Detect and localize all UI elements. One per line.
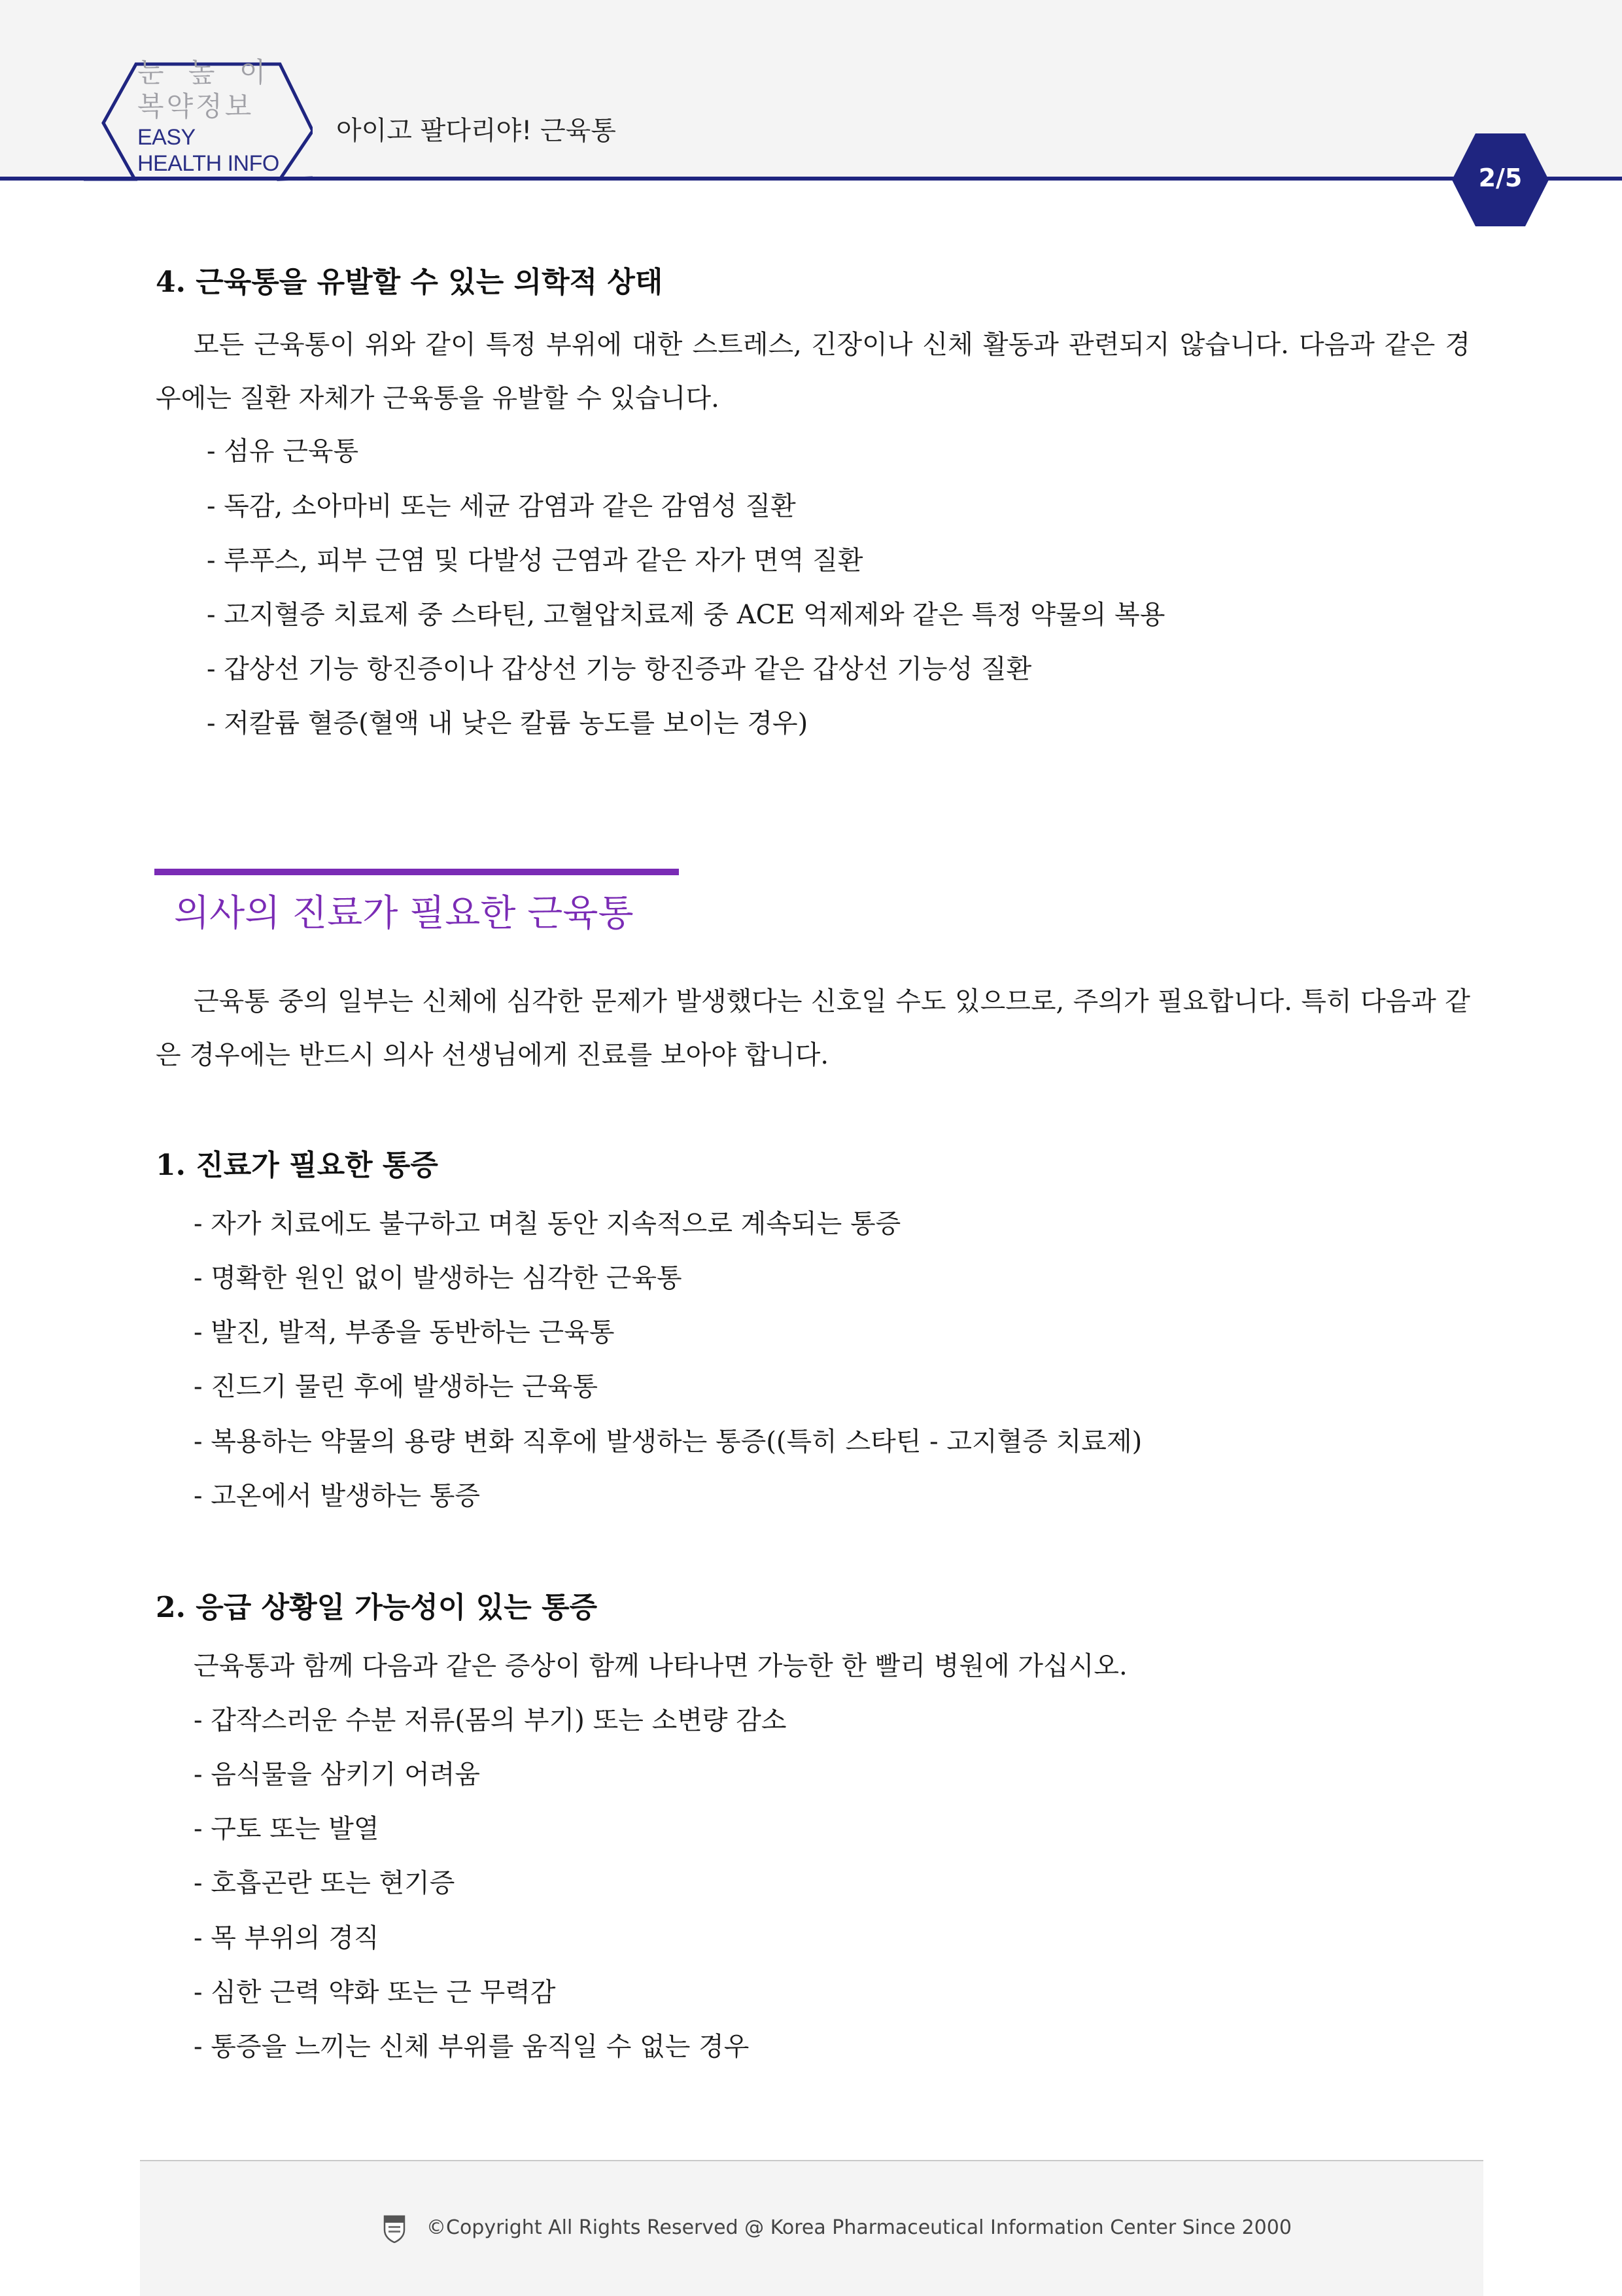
section-title: 의사의 진료가 필요한 근육통 [174,892,634,935]
list-item: - 저칼륨 혈증(혈액 내 낮은 칼륨 농도를 보이는 경우) [207,708,808,739]
list-item: - 명확한 원인 없이 발생하는 심각한 근육통 [194,1263,682,1293]
list-item: - 호흡곤란 또는 현기증 [194,1868,455,1898]
list-item: - 통증을 느끼는 신체 부위를 움직일 수 없는 경우 [194,2032,750,2062]
list-item: - 진드기 물린 후에 발생하는 근육통 [194,1372,598,1402]
logo-english-line1: EASY [137,125,196,150]
list-item: - 자가 치료에도 불구하고 며칠 동안 지속적으로 계속되는 통증 [194,1209,901,1239]
page-number: 2/5 [1478,164,1523,192]
subsection1-heading: 1. 진료가 필요한 통증 [156,1149,438,1182]
document-title: 아이고 팔다리야! 근육통 [336,116,616,146]
list-item: - 음식물을 삼키기 어려움 [194,1760,481,1790]
section4-intro: 모든 근육통이 위와 같이 특정 부위에 대한 스트레스, 긴장이나 신체 활동과 관련되지 않습니다. 다음과 같은 경우에는 질환 자체가 근육통을 유발할 수 있습니다. [156,330,1470,413]
list-item: - 심한 근력 약화 또는 근 무력감 [194,1977,556,2008]
logo-korean-line2: 복약정보 [137,90,254,122]
section-divider [154,869,679,875]
subsection2-intro: 근육통과 함께 다음과 같은 증상이 함께 나타나면 가능한 한 빨리 병원에 가십시오. [194,1651,1128,1681]
list-item: - 목 부위의 경직 [194,1923,379,1953]
logo-korean-line1: 눈 높 이 [137,56,274,88]
doctor-section-intro: 근육통 중의 일부는 신체에 심각한 문제가 발생했다는 신호일 수도 있으므로, 주의가 필요합니다. 특히 다음과 같은 경우에는 반드시 의사 선생님에게 진료를 보아야 합니다. [156,986,1470,1070]
list-item: - 섬유 근육통 [207,436,359,466]
logo-english-line2: HEALTH INFO [137,151,279,176]
list-item: - 발진, 발적, 부종을 동반하는 근육통 [194,1317,615,1348]
subsection2-heading: 2. 응급 상황일 가능성이 있는 통증 [156,1591,598,1624]
list-item: - 고온에서 발생하는 통증 [194,1481,481,1511]
list-item: - 복용하는 약물의 용량 변화 직후에 발생하는 통증((특히 스타틴 - 고지혈증 치료제) [194,1427,1143,1457]
section4-heading: 4. 근육통을 유발할 수 있는 의학적 상태 [156,266,663,299]
list-item: - 루푸스, 피부 근염 및 다발성 근염과 같은 자가 면역 질환 [207,546,863,576]
list-item: - 갑작스러운 수분 저류(몸의 부기) 또는 소변량 감소 [194,1705,787,1735]
footer-copyright: ©Copyright All Rights Reserved @ Korea Pharmaceutical Information Center Since 2000 [426,2216,1292,2239]
list-item: - 고지혈증 치료제 중 스타틴, 고혈압치료제 중 ACE 억제제와 같은 특정 약물의 복용 [207,600,1165,630]
list-item: - 갑상선 기능 항진증이나 갑상선 기능 항진증과 같은 갑상선 기능성 질환 [207,654,1032,684]
list-item: - 독감, 소아마비 또는 세균 감염과 같은 감염성 질환 [207,491,796,521]
list-item: - 구토 또는 발열 [194,1814,379,1844]
shield-crest-icon [383,2214,406,2243]
